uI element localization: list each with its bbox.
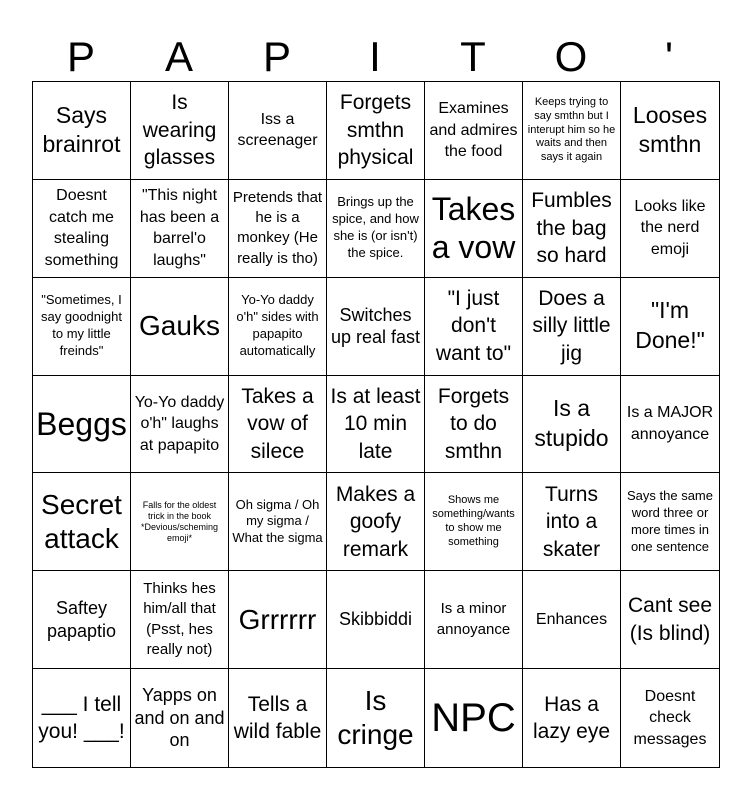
bingo-cell[interactable] [327,180,425,278]
title-letter: P [262,33,291,80]
bingo-cell[interactable] [131,473,229,571]
title-letter: I [369,33,381,80]
cell-text: Doesnt catch me stealing something [44,187,119,269]
cell-text: "I'm Done!" [635,297,705,354]
cell-text: Is a MAJOR annoyance [626,404,714,443]
cell-text: Skibbiddi [338,609,413,630]
cell-text: Beggs [36,405,127,442]
bingo-cell[interactable] [327,278,425,376]
bingo-cell[interactable] [131,571,229,669]
bingo-cell[interactable] [425,571,523,669]
cell-text: Brings up the spice, and how she is (or isn't) the spice. [332,194,419,261]
bingo-board [32,81,720,768]
bingo-cell[interactable] [229,376,327,474]
bingo-cell[interactable] [523,278,621,376]
title-letter: P [66,33,95,80]
bingo-cell[interactable] [33,278,131,376]
bingo-cell[interactable] [33,669,131,767]
bingo-cell[interactable] [131,278,229,376]
bingo-cell[interactable] [131,376,229,474]
cell-text: Gauks [139,310,220,342]
cell-text: Is wearing glasses [142,91,217,170]
cell-text: Says brainrot [42,101,121,158]
cell-text: Enhances [535,610,608,628]
bingo-cell[interactable] [229,571,327,669]
bingo-cell[interactable] [621,278,719,376]
cell-text: ___ I tell you! ___! [38,692,125,744]
cell-text: Yo-Yo daddy o'h" laughs at papapito [134,393,225,454]
cell-text: "This night has been a barrel'o laughs" [139,187,220,269]
cell-text: Is cringe [337,685,414,751]
cell-text: Oh sigma / Oh my sigma / What the sigma [232,496,323,546]
cell-text: Saftey papaptio [46,598,117,641]
bingo-cell[interactable] [425,473,523,571]
cell-text: Fumbles the bag so hard [531,189,612,267]
bingo-cell[interactable] [425,669,523,767]
bingo-cell[interactable] [621,180,719,278]
bingo-cell[interactable] [229,278,327,376]
cell-text: Looses smthn [632,101,708,158]
cell-text: Is at least 10 min late [330,385,421,463]
bingo-cell[interactable] [33,473,131,571]
cell-text: Yo-Yo daddy o'h" sides with papapito automatically [236,292,319,359]
bingo-cell[interactable] [523,82,621,180]
bingo-cell[interactable] [523,669,621,767]
cell-text: Falls for the oldest trick in the book *Devious/scheming emoji* [140,500,219,543]
cell-text: NPC [431,696,516,741]
bingo-cell[interactable] [327,82,425,180]
cell-text: Says the same word three or more times in one sentence [627,488,713,554]
cell-text: Takes a vow of silece [241,385,314,463]
cell-text: Cant see (Is blind) [627,594,713,645]
cell-text: Is a minor annoyance [436,600,511,638]
cell-text: Makes a goofy remark [335,482,416,561]
title-letter: ' [664,33,674,80]
bingo-cell[interactable] [621,473,719,571]
cell-text: Turns into a skater [542,482,601,561]
cell-text: Grrrrrr [238,603,317,635]
bingo-cell[interactable] [327,571,425,669]
bingo-cell[interactable] [425,278,523,376]
bingo-cell[interactable] [131,669,229,767]
cell-text: Examines and admires the food [429,100,518,161]
bingo-cell[interactable] [621,82,719,180]
cell-text: Doesnt check messages [633,687,707,748]
bingo-cell[interactable] [33,571,131,669]
bingo-cell[interactable] [621,571,719,669]
bingo-cell[interactable] [131,180,229,278]
cell-text: Forgets to do smthn [437,385,510,463]
bingo-cell[interactable] [33,82,131,180]
title-letter: O [554,33,588,80]
cell-text: "Sometimes, I say goodnight to my little freinds" [41,292,122,359]
cell-text: Forgets smthn physical [337,91,414,170]
bingo-cell[interactable] [523,180,621,278]
cell-text: Yapps on and on and on [134,685,225,751]
cell-text: Shows me something/wants to show me something [432,494,515,548]
cell-text: Looks like the nerd emoji [634,197,706,259]
cell-text: Does a silly little jig [532,287,611,365]
cell-text: Switches up real fast [330,304,421,348]
bingo-cell[interactable] [229,473,327,571]
cell-text: Tells a wild fable [233,692,322,744]
bingo-cell[interactable] [523,376,621,474]
bingo-cell[interactable] [131,82,229,180]
title-letter: T [460,33,486,80]
bingo-cell[interactable] [425,82,523,180]
cell-text: Secret attack [41,489,122,554]
cell-text: Keeps trying to say smthn but I interupt him so he waits and then says it again [527,96,616,164]
cell-text: "I just don't want to" [435,287,512,365]
bingo-cell[interactable] [523,571,621,669]
bingo-cell[interactable] [33,376,131,474]
cell-text: Has a lazy eye [532,692,611,744]
cell-text: Iss a screenager [237,110,318,150]
cell-text: Takes a vow [431,190,516,266]
bingo-cell[interactable] [229,82,327,180]
cell-text: Is a stupido [534,395,609,451]
bingo-cell[interactable] [425,376,523,474]
bingo-cell[interactable] [327,473,425,571]
bingo-cell[interactable] [327,669,425,767]
bingo-cell[interactable] [327,376,425,474]
bingo-cell[interactable] [523,473,621,571]
title-letter: A [164,33,193,80]
bingo-cell[interactable] [621,376,719,474]
cell-text: Thinks hes him/all that (Psst, hes really not) [143,580,216,658]
bingo-cell[interactable] [229,669,327,767]
bingo-title [32,32,720,82]
bingo-cell[interactable] [33,180,131,278]
bingo-cell[interactable] [229,180,327,278]
cell-text: Pretends that he is a monkey (He really is tho) [232,188,323,267]
bingo-cell[interactable] [621,669,719,767]
bingo-cell[interactable] [425,180,523,278]
